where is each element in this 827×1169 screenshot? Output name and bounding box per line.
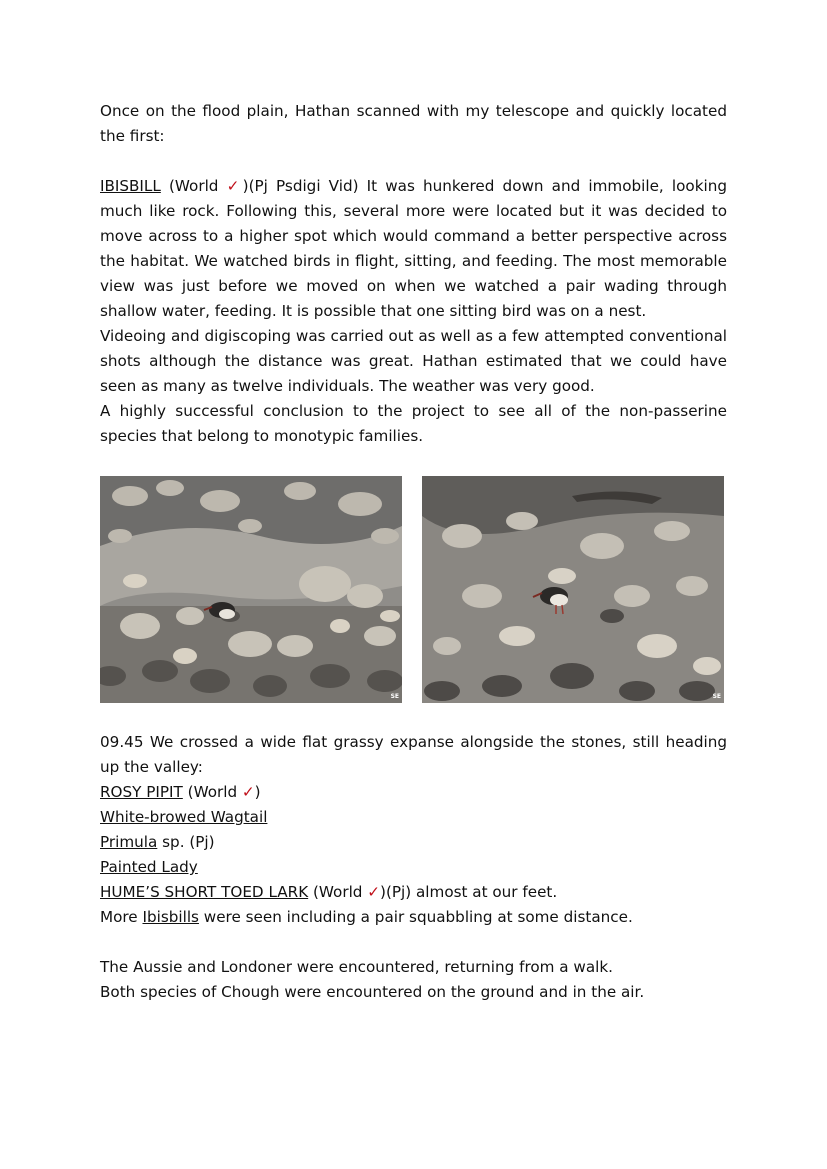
primula-note: sp. (Pj) <box>157 833 215 851</box>
species-wagtail: White-browed Wagtail <box>100 808 268 826</box>
photo-credit: SE <box>712 693 721 700</box>
species-ibisbills: Ibisbills <box>142 908 199 926</box>
species-line-wagtail <box>100 805 727 830</box>
species-lark: HUME’S SHORT TOED LARK <box>100 883 309 901</box>
conclusion-paragraph: A highly successful conclusion to the project to see all of the non-passerine species that belong to monotypic families. <box>100 402 727 445</box>
ibisbills-note: were seen including a pair squabbling at some distance. <box>198 908 633 926</box>
stones-photo-image <box>100 476 402 703</box>
time-entry: 09.45 We crossed a wide flat grassy expanse alongside the stones, still heading up the valley: <box>100 733 727 776</box>
intro-paragraph <box>100 99 727 149</box>
closing-line-1: The Aussie and Londoner were encountered, returning from a walk. <box>100 958 613 976</box>
species-primula: Primula <box>100 833 158 851</box>
closing-line-2: Both species of Chough were encountered on the ground and in the air. <box>100 983 645 1001</box>
intro-text: Once on the flood plain, Hathan scanned with my telescope and quickly located the first: <box>100 102 727 145</box>
world-label: (World <box>182 783 242 801</box>
photo-credit: SE <box>390 693 399 700</box>
bracket-close: ) <box>254 783 261 801</box>
species-painted-lady: Painted Lady <box>100 858 198 876</box>
species-line-lark <box>100 880 727 905</box>
ibisbill-section <box>100 174 727 449</box>
species-rosy-pipit: ROSY PIPIT <box>100 783 183 801</box>
tick-icon: ✓ <box>367 883 381 901</box>
world-label: (World <box>160 177 227 195</box>
video-paragraph: Videoing and digiscoping was carried out as well as a few attempted conventional shots although the distance was great. Hathan estimated that we could have seen as many as twelve individuals. The weather was very good. <box>100 327 727 395</box>
tick-icon: ✓ <box>241 783 255 801</box>
closing-section <box>100 955 727 1005</box>
species-line-painted-lady <box>100 855 727 880</box>
species-ibisbill: IBISBILL <box>100 177 161 195</box>
lark-note: )(Pj) almost at our feet. <box>380 883 558 901</box>
ibisbills-line <box>100 905 727 930</box>
stones-photo-image <box>422 476 724 703</box>
ibisbill-description: )(Pj Psdigi Vid) It was hunkered down and immobile, looking much like rock. Following this, several more were located but it was decided to move across to a higher spot which would command a better perspective across the habitat. We watched birds in flight, sitting, and feeding. The most memorable view was just before we moved on when we watched a pair wading through shallow water, feeding. It is possible that one sitting bird was on a nest. <box>100 177 727 320</box>
species-line-rosy-pipit <box>100 780 727 805</box>
world-label: (World <box>308 883 368 901</box>
ibisbill-paragraph <box>100 174 727 324</box>
ibisbill-photo-right <box>422 476 724 703</box>
ibisbill-photo-left <box>100 476 402 703</box>
species-line-primula <box>100 830 727 855</box>
more-prefix: More <box>100 908 143 926</box>
tick-icon: ✓ <box>226 177 243 195</box>
valley-section <box>100 730 727 930</box>
